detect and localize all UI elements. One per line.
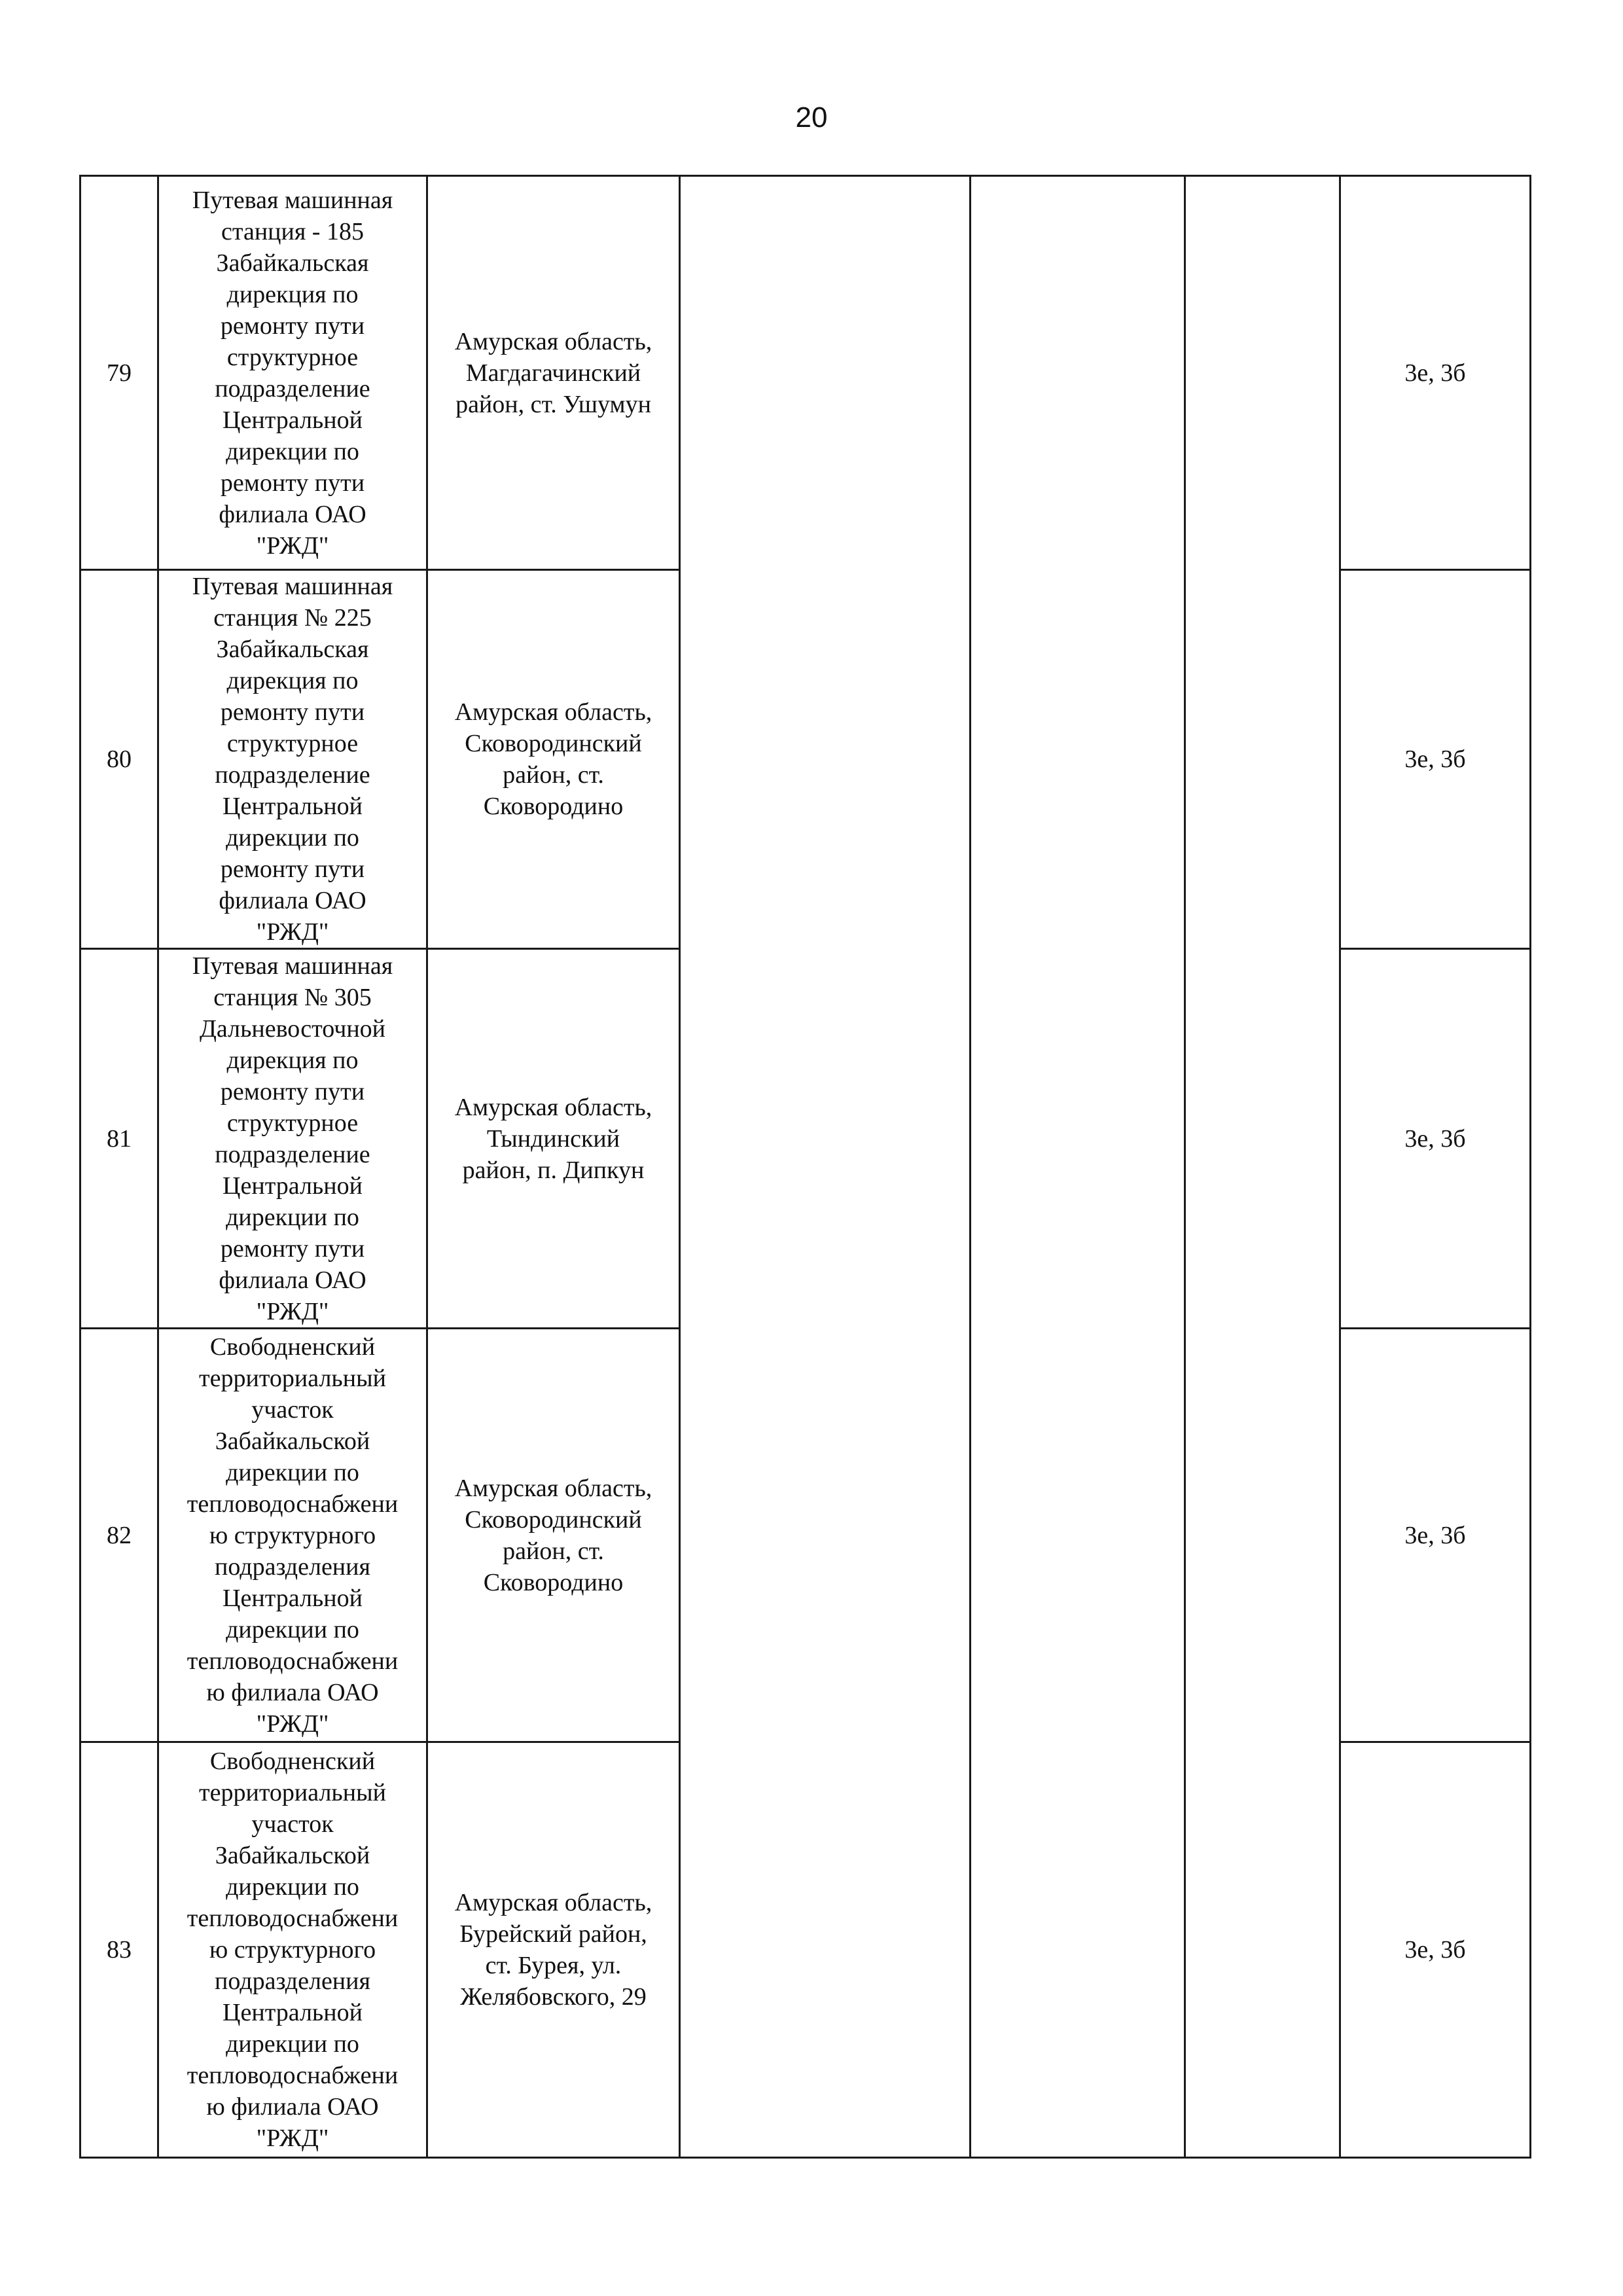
address-cell: Амурская область, Сковородинский район, ст. Сковородино bbox=[427, 1329, 680, 1742]
enterprise-table bbox=[79, 175, 1531, 2159]
organization-name-cell: Свободненский территориальный участок Забайкальской дирекции по тепловодоснабжени ю структурного подразделения Центральной дирекции по тепловодоснабжени ю филиала ОАО "РЖД" bbox=[158, 1329, 427, 1742]
code-cell: 3е, 3б bbox=[1340, 949, 1531, 1329]
code-cell: 3е, 3б bbox=[1340, 570, 1531, 949]
row-number-cell: 81 bbox=[80, 949, 158, 1329]
merged-empty-cell-2 bbox=[971, 176, 1185, 2158]
address-cell: Амурская область, Сковородинский район, ст. Сковородино bbox=[427, 570, 680, 949]
page-number: 20 bbox=[795, 101, 828, 134]
merged-empty-cell-3 bbox=[1185, 176, 1340, 2158]
row-number-cell: 80 bbox=[80, 570, 158, 949]
address-cell: Амурская область, Магдагачинский район, ст. Ушумун bbox=[427, 176, 680, 570]
row-number-cell: 83 bbox=[80, 1742, 158, 2158]
row-number-cell: 79 bbox=[80, 176, 158, 570]
organization-name-cell: Свободненский территориальный участок Забайкальской дирекции по тепловодоснабжени ю структурного подразделения Центральной дирекции по тепловодоснабжени ю филиала ОАО "РЖД" bbox=[158, 1742, 427, 2158]
organization-name-cell: Путевая машинная станция № 305 Дальневосточной дирекция по ремонту пути структурное подразделение Центральной дирекции по ремонту пути филиала ОАО "РЖД" bbox=[158, 949, 427, 1329]
table-row bbox=[80, 176, 1531, 570]
row-number-cell: 82 bbox=[80, 1329, 158, 1742]
address-cell: Амурская область, Тындинский район, п. Дипкун bbox=[427, 949, 680, 1329]
merged-empty-cell-1 bbox=[680, 176, 971, 2158]
organization-name-cell: Путевая машинная станция - 185 Забайкальская дирекция по ремонту пути структурное подразделение Центральной дирекции по ремонту пути филиала ОАО "РЖД" bbox=[158, 176, 427, 570]
code-cell: 3е, 3б bbox=[1340, 1742, 1531, 2158]
organization-name-cell: Путевая машинная станция № 225 Забайкальская дирекция по ремонту пути структурное подразделение Центральной дирекции по ремонту пути филиала ОАО "РЖД" bbox=[158, 570, 427, 949]
address-cell: Амурская область, Бурейский район, ст. Бурея, ул. Желябовского, 29 bbox=[427, 1742, 680, 2158]
code-cell: 3е, 3б bbox=[1340, 1329, 1531, 1742]
code-cell: 3е, 3б bbox=[1340, 176, 1531, 570]
